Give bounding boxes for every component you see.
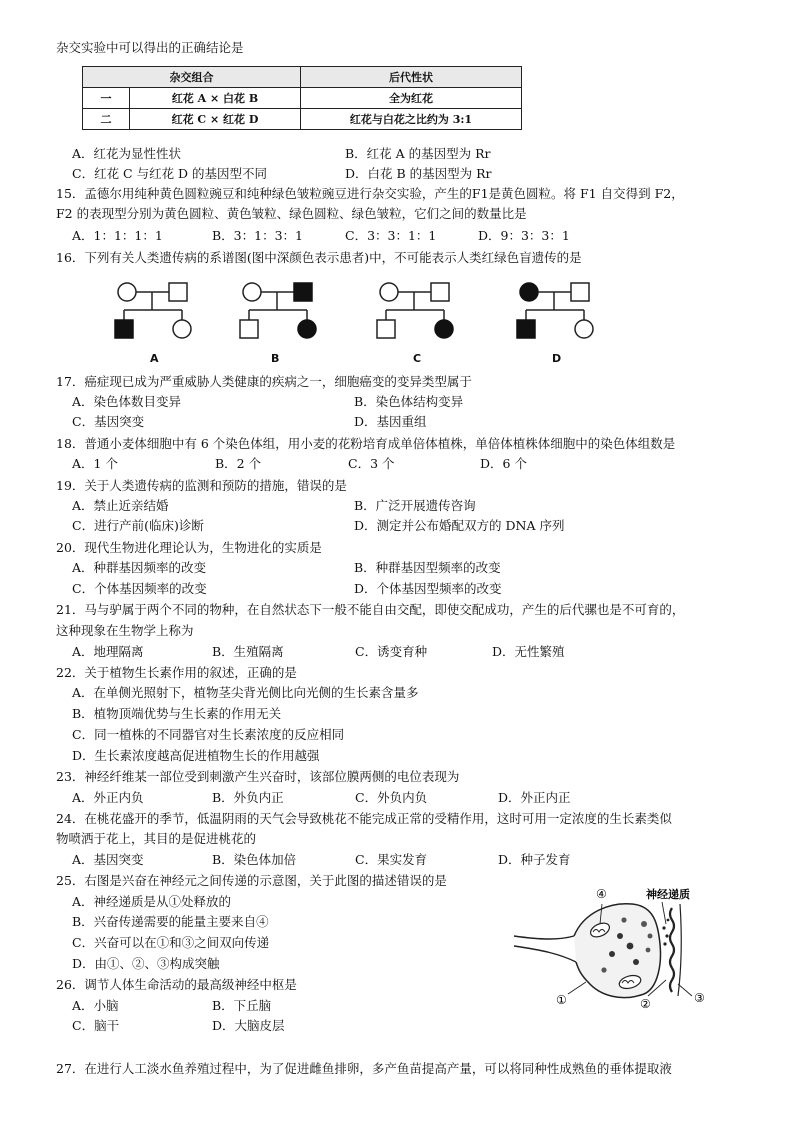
q17-option-c[interactable]: C．基因突变 bbox=[72, 414, 145, 429]
q17-option-a[interactable]: A．染色体数目变异 bbox=[72, 394, 182, 409]
q16-stem: 16．下列有关人类遗传病的系谱图(图中深颜色表示患者)中，不可能表示人类红绿色盲遗传的是 bbox=[56, 250, 582, 265]
q14-option-c[interactable]: C．红花 C 与红花 D 的基因型不同 bbox=[72, 166, 268, 181]
label-2: ② bbox=[640, 997, 651, 1011]
q21-option-c[interactable]: C．诱变育种 bbox=[355, 644, 428, 659]
q23-stem: 23．神经纤维某一部位受到刺激产生兴奋时，该部位膜两侧的电位表现为 bbox=[56, 769, 460, 784]
q19-option-b[interactable]: B．广泛开展遗传咨询 bbox=[354, 498, 476, 513]
q21-option-a[interactable]: A．地理隔离 bbox=[72, 644, 144, 659]
q17-stem: 17．癌症现已成为严重威胁人类健康的疾病之一，细胞癌变的变异类型属于 bbox=[56, 374, 472, 389]
q20-stem: 20．现代生物进化理论认为，生物进化的实质是 bbox=[56, 540, 322, 555]
q17-option-b[interactable]: B．染色体结构变异 bbox=[354, 394, 464, 409]
q24-option-c[interactable]: C．果实发育 bbox=[355, 852, 428, 867]
label-1: ① bbox=[556, 993, 567, 1007]
table-cell-result: 全为红花 bbox=[301, 88, 522, 109]
q22-option-c[interactable]: C．同一植株的不同器官对生长素浓度的反应相同 bbox=[72, 727, 345, 742]
q27-stem: 27．在进行人工淡水鱼养殖过程中，为了促进雌鱼排卵，多产鱼苗提高产量，可以将同种性成熟鱼的垂体提取液 bbox=[56, 1061, 672, 1076]
q25-option-b[interactable]: B．兴奋传递需要的能量主要来自④ bbox=[72, 914, 269, 929]
q26-option-b[interactable]: B．下丘脑 bbox=[212, 998, 272, 1013]
q19-stem: 19．关于人类遗传病的监测和预防的措施，错误的是 bbox=[56, 478, 347, 493]
synapse-figure bbox=[512, 884, 724, 1012]
q25-stem: 25．右图是兴奋在神经元之间传递的示意图，关于此图的描述错误的是 bbox=[56, 873, 447, 888]
q21-option-b[interactable]: B．生殖隔离 bbox=[212, 644, 284, 659]
q17-option-d[interactable]: D．基因重组 bbox=[354, 414, 427, 429]
q26-option-d[interactable]: D．大脑皮层 bbox=[212, 1018, 285, 1033]
q24-option-d[interactable]: D．种子发育 bbox=[498, 852, 571, 867]
pedigree-label-d: D bbox=[552, 352, 562, 365]
table-cell-cross: 红花 A × 白花 B bbox=[130, 88, 301, 109]
q19-option-d[interactable]: D．测定并公布婚配双方的 DNA 序列 bbox=[354, 518, 565, 533]
cross-table bbox=[82, 66, 522, 130]
q24-option-a[interactable]: A．基因突变 bbox=[72, 852, 144, 867]
q20-option-b[interactable]: B．种群基因型频率的改变 bbox=[354, 560, 501, 575]
q21-option-d[interactable]: D．无性繁殖 bbox=[492, 644, 565, 659]
q25-option-c[interactable]: C．兴奋可以在①和③之间双向传递 bbox=[72, 935, 270, 950]
q14-option-b[interactable]: B．红花 A 的基因型为 Rr bbox=[345, 146, 491, 161]
q22-option-b[interactable]: B．植物顶端优势与生长素的作用无关 bbox=[72, 706, 282, 721]
pedigree-label-b: B bbox=[271, 352, 280, 365]
q18-option-c[interactable]: C．3 个 bbox=[348, 456, 395, 471]
label-4: ④ bbox=[596, 887, 607, 901]
q23-option-a[interactable]: A．外正内负 bbox=[72, 790, 144, 805]
q18-stem: 18．普通小麦体细胞中有 6 个染色体组，用小麦的花粉培育成单倍体植株，单倍体植株体细胞中的染色体组数是 bbox=[56, 436, 676, 451]
table-cell-id: 一 bbox=[83, 88, 130, 109]
q24-stem-line2: 物喷洒于花上，其目的是促进桃花的 bbox=[56, 831, 257, 846]
q15-option-a[interactable]: A．1：1：1：1 bbox=[72, 228, 163, 243]
pedigree-a bbox=[110, 276, 200, 350]
table-cell-cross: 红花 C × 红花 D bbox=[130, 109, 301, 130]
q20-option-d[interactable]: D．个体基因型频率的改变 bbox=[354, 581, 502, 596]
q22-option-d[interactable]: D．生长素浓度越高促进植物生长的作用越强 bbox=[72, 748, 320, 763]
q14-option-a[interactable]: A．红花为显性性状 bbox=[72, 146, 182, 161]
q15-option-d[interactable]: D．9：3：3：1 bbox=[478, 228, 570, 243]
q15-option-b[interactable]: B．3：1：3：1 bbox=[212, 228, 303, 243]
q23-option-c[interactable]: C．外负内负 bbox=[355, 790, 428, 805]
q15-stem-line2: F2 的表现型分别为黄色圆粒、黄色皱粒、绿色圆粒、绿色皱粒，它们之间的数量比是 bbox=[56, 206, 527, 221]
q21-stem-line1: 21．马与驴属于两个不同的物种，在自然状态下一般不能自由交配，即使交配成功，产生的后代骡也是不可育的， bbox=[56, 602, 685, 617]
q20-option-a[interactable]: A．种群基因频率的改变 bbox=[72, 560, 207, 575]
q22-option-a[interactable]: A．在单侧光照射下，植物茎尖背光侧比向光侧的生长素含量多 bbox=[72, 685, 419, 700]
table-cell-id: 二 bbox=[83, 109, 130, 130]
q23-option-b[interactable]: B．外负内正 bbox=[212, 790, 284, 805]
pedigree-label-a: A bbox=[150, 352, 159, 365]
table-cell-result: 红花与白花之比约为 3:1 bbox=[301, 109, 522, 130]
q18-option-a[interactable]: A．1 个 bbox=[72, 456, 118, 471]
q19-option-c[interactable]: C．进行产前(临床)诊断 bbox=[72, 518, 204, 533]
pedigree-c bbox=[372, 276, 462, 350]
q23-option-d[interactable]: D．外正内正 bbox=[498, 790, 571, 805]
q26-stem: 26．调节人体生命活动的最高级神经中枢是 bbox=[56, 977, 297, 992]
pedigree-label-c: C bbox=[413, 352, 422, 365]
pedigree-d bbox=[512, 276, 602, 350]
q19-option-a[interactable]: A．禁止近亲结婚 bbox=[72, 498, 169, 513]
table-row bbox=[83, 88, 522, 109]
q22-stem: 22．关于植物生长素作用的叙述，正确的是 bbox=[56, 665, 297, 680]
q24-option-b[interactable]: B．染色体加倍 bbox=[212, 852, 297, 867]
q24-stem-line1: 24．在桃花盛开的季节，低温阴雨的天气会导致桃花不能完成正常的受精作用，这时可用一定浓度的生长素类似 bbox=[56, 811, 672, 826]
pedigree-b bbox=[235, 276, 325, 350]
q18-option-b[interactable]: B．2 个 bbox=[215, 456, 262, 471]
q21-stem-line2: 这种现象在生物学上称为 bbox=[56, 623, 194, 638]
q15-option-c[interactable]: C．3：3：1：1 bbox=[345, 228, 437, 243]
label-transmitter: 神经递质 bbox=[646, 888, 690, 901]
q15-stem-line1: 15．孟德尔用纯种黄色圆粒豌豆和纯种绿色皱粒豌豆进行杂交实验，产生的F1是黄色圆粒。将 F1 自交得到 F2， bbox=[56, 186, 684, 201]
table-header-result: 后代性状 bbox=[301, 67, 522, 88]
q20-option-c[interactable]: C．个体基因频率的改变 bbox=[72, 581, 207, 596]
label-3: ③ bbox=[694, 991, 705, 1005]
q25-option-d[interactable]: D．由①、②、③构成突触 bbox=[72, 956, 220, 971]
table-header-cross: 杂交组合 bbox=[83, 67, 301, 88]
q18-option-d[interactable]: D．6 个 bbox=[480, 456, 527, 471]
q26-option-a[interactable]: A．小脑 bbox=[72, 998, 119, 1013]
q26-option-c[interactable]: C．脑干 bbox=[72, 1018, 120, 1033]
intro-line: 杂交实验中可以得出的正确结论是 bbox=[56, 40, 244, 55]
table-row bbox=[83, 109, 522, 130]
q14-option-d[interactable]: D．白花 B 的基因型为 Rr bbox=[345, 166, 492, 181]
q25-option-a[interactable]: A．神经递质是从①处释放的 bbox=[72, 894, 232, 909]
